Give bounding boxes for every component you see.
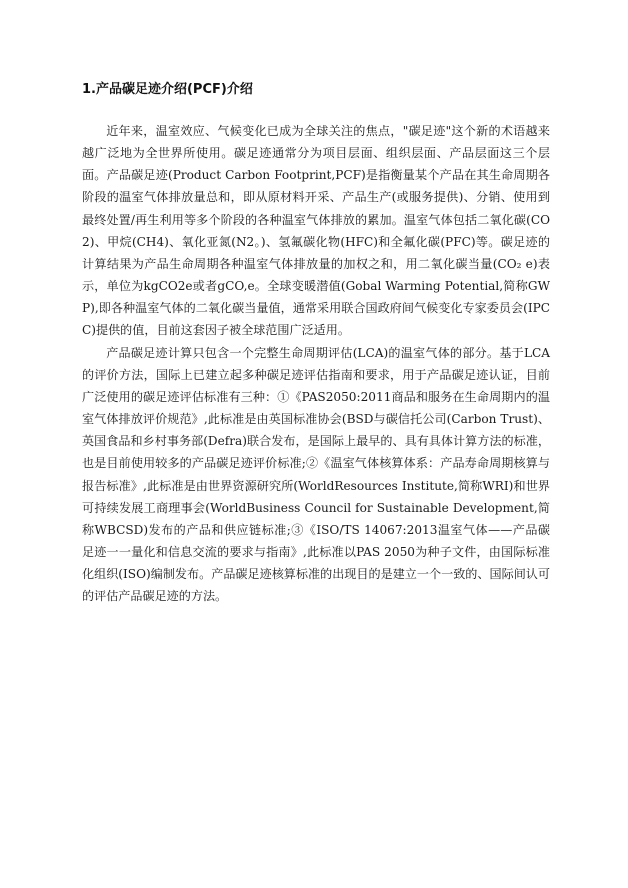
paragraph-pcf-standards: 产品碳足迹计算只包含一个完整生命周期评估(LCA)的温室气体的部分。基于LCA的评价方法，国际上已建立起多种碳足迹评估指南和要求，用于产品碳足迹认证，目前广泛使用的碳足迹评估标准有三种：①《PAS2050:2011商品和服务在生命周期内的温室气体排放评价规范》,此标准是由英国标准协会(BSD与碳信托公司(Carbon Trust)、英国食品和乡村事务部(Defra)联合发布，是国际上最早的、具有具体计算方法的标准，也是目前使用较多的产品碳足迹评价标准;②《温室气体核算体系：产品寿命周期核算与报告标准》,此标准是由世界资源研究所(WorldResources Institute,简称WRI)和世界可持续发展工商理事会(WorldBusiness Council for Sustainable Development,简称WBCSD)发布的产品和供应链标准;③《ISO/TS 14067:2013温室气体——产品碳足迹一一量化和信息交流的要求与指南》,此标准以PAS 2050为种子文件，由国际标准化组织(ISO)编制发布。产品碳足迹核算标准的出现目的是建立一个一致的、国际间认可的评估产品碳足迹的方法。 [82, 345, 550, 604]
document-body [82, 120, 550, 607]
paragraph-pcf-intro: 近年来，温室效应、气候变化已成为全球关注的焦点，"碳足迹"这个新的术语越来越广泛地为全世界所使用。碳足迹通常分为项目层面、组织层面、产品层面这三个层面。产品碳足迹(Product Carbon Footprint,PCF)是指衡量某个产品在其生命周期各阶段的温室气体排放量总和，即从原材料开采、产品生产(或服务提供)、分销、使用到最终处置/再生利用等多个阶段的各种温室气体排放的累加。温室气体包括二氧化碳(CO2)、甲烷(CH4)、氧化亚氮(N2。)、氢氟碳化物(HFC)和全氟化碳(PFC)等。碳足迹的计算结果为产品生命周期各种温室气体排放量的加权之和，用二氧化碳当量(CO₂ e)表示，单位为kgCO2e或者gCO,e。全球变暖潜值(Gobal Warming Potential,简称GWP),即各种温室气体的二氧化碳当量值，通常采用联合国政府间气候变化专家委员会(IPCC)提供的值，目前这套因子被全球范围广泛适用。 [82, 124, 550, 338]
section-heading: 1.产品碳足迹介绍(PCF)介绍 [82, 82, 253, 97]
